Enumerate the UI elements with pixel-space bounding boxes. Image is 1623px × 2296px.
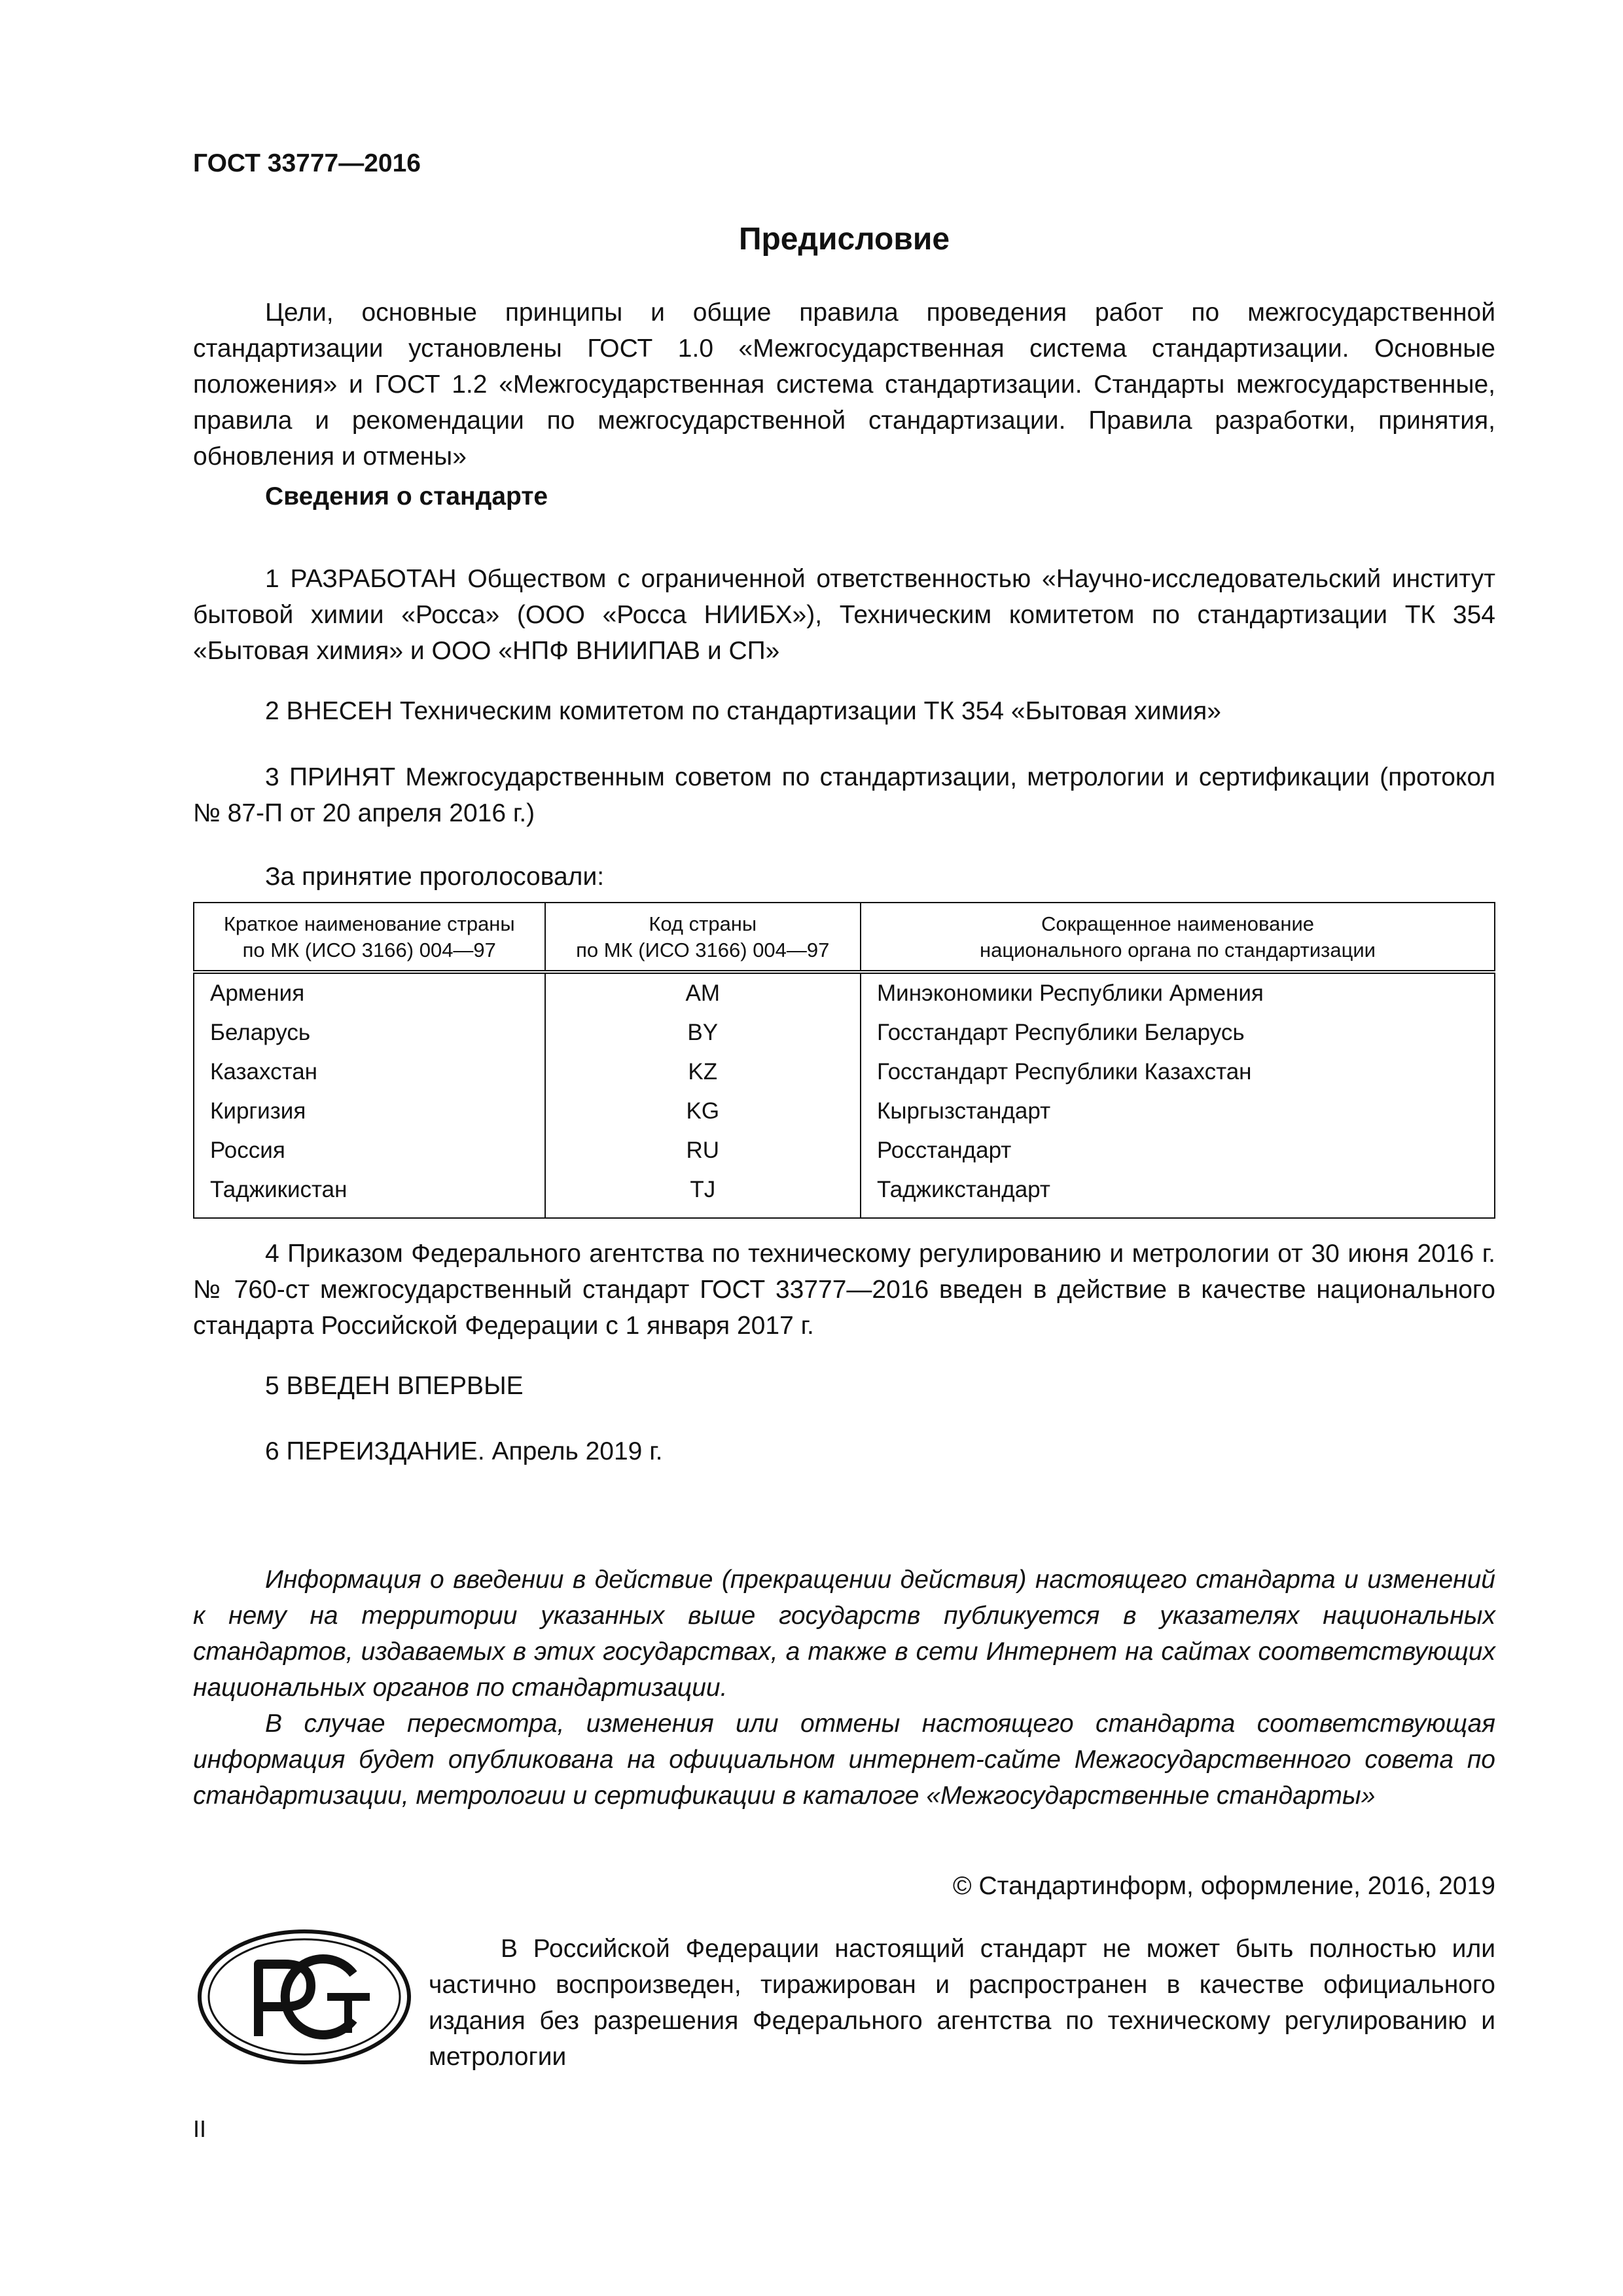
table-header-row xyxy=(194,903,1495,972)
standards-body: Минэкономики Республики Армения xyxy=(861,972,1495,1013)
standards-body: Госстандарт Республики Беларусь xyxy=(861,1013,1495,1052)
section-heading: Сведения о стандарте xyxy=(265,482,548,511)
reproduction-notice: В Российской Федерации настоящий стандарт не может быть полностью или частично воспроизведен, тиражирован и распространен в качестве официального издания без разрешения Федерального агентства по техническому регулированию и метрологии xyxy=(429,1935,1495,2071)
standards-body: Таджикстандарт xyxy=(861,1170,1495,1218)
item-3-adopted: 3 ПРИНЯТ Межгосударственным советом по стандартизации, метрологии и сертификации (протокол № 87-П от 20 апреля 2016 г.) xyxy=(193,763,1495,827)
document-code: ГОСТ 33777—2016 xyxy=(193,149,421,177)
country-name: Россия xyxy=(194,1131,545,1170)
header-standards-body: Сокращенное наименование национального органа по стандартизации xyxy=(861,903,1495,972)
country-name: Армения xyxy=(194,972,545,1013)
table-row xyxy=(194,972,1495,1013)
country-name: Беларусь xyxy=(194,1013,545,1052)
document-page xyxy=(193,0,1495,2296)
country-name: Таджикистан xyxy=(194,1170,545,1218)
country-code: BY xyxy=(545,1013,861,1052)
countries-table xyxy=(193,902,1495,1219)
item-6-reissue: 6 ПЕРЕИЗДАНИЕ. Апрель 2019 г. xyxy=(265,1437,663,1465)
info-paragraph-2: В случае пересмотра, изменения или отмены настоящего стандарта соответствующая информация будет опубликована на официальном интернет-сайте Межгосударственного совета по стандартизации, метрологии и сертификации в каталоге «Межгосударственные стандарты» xyxy=(193,1710,1495,1810)
item-5-first-introduced: 5 ВВЕДЕН ВПЕРВЫЕ xyxy=(265,1372,524,1400)
table-row xyxy=(194,1131,1495,1170)
country-name: Киргизия xyxy=(194,1092,545,1131)
country-code: RU xyxy=(545,1131,861,1170)
country-name: Казахстан xyxy=(194,1052,545,1092)
rst-certification-mark-icon xyxy=(196,1928,412,2066)
item-1-developed: 1 РАЗРАБОТАН Обществом с ограниченной ответственностью «Научно-исследовательский институт бытовой химии «Росса» (ООО «Росса НИИБХ»), Техническим комитетом по стандартизации ТК 354 «Бытовая химия» и ООО «НПФ ВНИИПАВ и СП» xyxy=(193,565,1495,665)
country-code: TJ xyxy=(545,1170,861,1218)
page-number: II xyxy=(193,2115,207,2142)
table-row xyxy=(194,1170,1495,1218)
vote-label: За принятие проголосовали: xyxy=(265,863,605,891)
copyright-line: © Стандартинформ, оформление, 2016, 2019 xyxy=(952,1872,1495,1900)
country-code: AM xyxy=(545,972,861,1013)
header-country-name: Краткое наименование страны по МК (ИСО 3166) 004—97 xyxy=(194,903,545,972)
table-row xyxy=(194,1092,1495,1131)
page-title: Предисловие xyxy=(738,222,950,257)
item-4-order: 4 Приказом Федерального агентства по техническому регулированию и метрологии от 30 июня 2016 г. № 760-ст межгосударственный стандарт ГОСТ 33777—2016 введен в действие в качестве национального стандарта Российской Федерации с 1 января 2017 г. xyxy=(193,1240,1495,1340)
country-code: KZ xyxy=(545,1052,861,1092)
intro-paragraph: Цели, основные принципы и общие правила проведения работ по межгосударственной стандартизации установлены ГОСТ 1.0 «Межгосударственная система стандартизации. Основные положения» и ГОСТ 1.2 «Межгосударственная система стандартизации. Стандарты межгосударственные, правила и рекомендации по межгосударственной стандартизации. Правила разработки, принятия, обновления и отмены» xyxy=(193,298,1495,471)
header-country-code: Код страны по МК (ИСО 3166) 004—97 xyxy=(545,903,861,972)
item-2-introduced: 2 ВНЕСЕН Техническим комитетом по стандартизации ТК 354 «Бытовая химия» xyxy=(265,697,1221,725)
table-row xyxy=(194,1013,1495,1052)
standards-body: Госстандарт Республики Казахстан xyxy=(861,1052,1495,1092)
table-row xyxy=(194,1052,1495,1092)
country-code: KG xyxy=(545,1092,861,1131)
info-paragraph-1: Информация о введении в действие (прекращении действия) настоящего стандарта и изменений к нему на территории указанных выше государств публикуется в указателях национальных стандартов, издаваемых в этих государствах, а также в сети Интернет на сайтах соответствующих национальных органов по стандартизации. xyxy=(193,1566,1495,1702)
standards-body: Росстандарт xyxy=(861,1131,1495,1170)
standards-body: Кыргызстандарт xyxy=(861,1092,1495,1131)
